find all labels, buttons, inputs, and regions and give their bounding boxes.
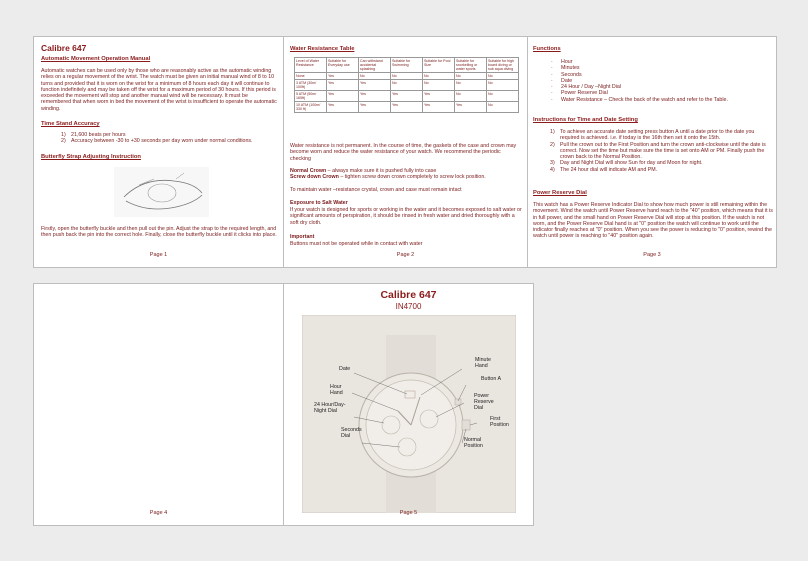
section-heading: Time Stand Accuracy — [41, 121, 100, 127]
paragraph: To maintain water –resistance crystal, crown and case must remain intact — [290, 187, 462, 193]
manual-page-4 — [33, 283, 284, 526]
paragraph: If your watch is designed for sports or working in the water and it becomes exposed to salt water or significant amounts of perspiration, it should be rinsed in fresh water and dried thoroughly with a soft dry cloth. — [290, 207, 522, 226]
section-heading: Instructions for Time and Date Setting — [533, 117, 638, 123]
watch-diagram — [302, 315, 516, 513]
label-minute-hand: Minute Hand — [475, 357, 491, 369]
crown-notes: Normal Crown – always make sure it is pushed fully into case Screw down Crown – tighten screw down crown completely to screw lock position. — [290, 168, 486, 181]
section-heading: Functions — [533, 46, 561, 52]
list-item: 4) The 24 hour dial will indicate AM and PM. — [550, 166, 658, 173]
paragraph: Buttons must not be operated while in contact with water — [290, 241, 423, 247]
page-number: Page 3 — [643, 252, 661, 258]
list-item: 1) 21,600 beats per hours — [61, 132, 126, 138]
list-item: · Seconds — [551, 71, 582, 78]
label-first-position: First Position — [490, 416, 509, 428]
label-normal-position: Normal Position — [464, 437, 483, 449]
page-number: Page 5 — [399, 510, 418, 516]
list-item: · Power Reserve Dial — [551, 90, 608, 97]
list-item: 2) Pull the crown out to the First Position and turn the crown anti-clockwise until the date is correct. Now set the time but make sure the time is set onto AM or PM. Finally push the crown back to the Normal Position. — [550, 141, 766, 161]
list-item: · Date — [551, 77, 573, 84]
label-button-a: Button A — [481, 376, 502, 382]
paragraph: Firstly, open the butterfly buckle and then pull out the pin. Adjust the strap to the required length, and then push back the pin into the correct hole. Finally, close the butterfly buckle until it clicks into place. — [41, 226, 277, 239]
page-number: Page 4 — [149, 510, 168, 516]
table-header-row: Level of Water Resistance Suitable for Everyday use Can withstand accidental splashing Suitable for Swimming Suitable for Pool Size Suitable for snorkelling or water sports Suitable for high board diving or sub aqua diving — [295, 58, 519, 73]
steps-list — [550, 129, 772, 173]
section-heading: Power Reserve Dial — [533, 190, 587, 196]
page-title: Calibre 647 — [41, 43, 87, 53]
list-item: · Water Resistance – Check the back of the watch and refer to the Table. — [551, 96, 728, 103]
table-row: 10 ATM (100m/ 330 ft) Yes Yes Yes Yes Yes No — [295, 102, 519, 113]
accuracy-list — [61, 132, 276, 145]
label-day-night-dial: 24 Hour/Day-Night Dial — [314, 402, 346, 414]
paragraph: This watch has a Power Reserve Indicator Dial to show how much power is still remaining within the movement. Wind the watch until Power Reserve hand reach to the "40" position, which means that it is in full power, and the small hand on Power Reserve Dial will stop at this position. If the watch is not worn, and the Power Reserve Dial hand is at "0" position the watch will continue to work until the indicator finally reaches at "0" position. When you see the power is reducing to "0" position, rewind the watch until power is reaching to "40" position again. — [533, 202, 773, 240]
list-item: 2) Accuracy between -30 to +30 seconds per day worn under normal conditions. — [61, 138, 253, 145]
water-resistance-table — [294, 57, 519, 113]
list-item: · Minutes — [551, 65, 580, 72]
section-heading: Important — [290, 234, 315, 240]
label-date: Date — [339, 366, 351, 372]
functions-list — [551, 59, 773, 103]
list-item: · 24 Hour / Day –Night Dial — [551, 84, 622, 91]
manual-page-1 — [33, 36, 284, 268]
table-row: None Yes No No No No No — [295, 73, 519, 80]
strap-illustration — [114, 167, 209, 217]
paragraph: Water resistance is not permanent. In the course of time, the gaskets of the case and crown may become worn and reduce the water resistance of your watch. We recommend the periodic checking — [290, 143, 517, 162]
model-number: IN4700 — [395, 302, 422, 311]
label-hour-hand: Hour Hand — [330, 384, 343, 396]
manual-page-2 — [283, 36, 528, 268]
label-power-reserve-dial: Power Reserve Dial — [474, 393, 494, 411]
section-heading: Automatic Movement Operation Manual — [41, 56, 151, 62]
manual-page-5 — [283, 283, 534, 526]
paragraph: Automatic watches can be used only by those who are reasonably active as the automatic winding relies on a regular movement of the wrist. The watch must be given an initial manual wind of 8 to 10 turns and provided that it is worn on the wrist for a minimum of 8 hours each day it will continue to function indefinitely and may be taken off the wrist for a maximum period of 30 hours. If this period is exceeded the movement will stop and another manual wind will be necessary. It must be remembered that when worn in bed the movement of the wrist is insufficient to operate the automatic winding. — [41, 68, 277, 112]
page-number: Page 2 — [396, 252, 415, 258]
list-item: 3) Day and Night Dial will show Sun for day and Moon for night. — [550, 160, 703, 167]
section-heading: Exposure to Salt Water — [290, 200, 348, 206]
manual-page-3 — [527, 36, 777, 268]
label-seconds-dial: Seconds Dial — [341, 427, 362, 439]
section-heading: Water Resistance Table — [290, 46, 355, 52]
section-heading: Butterfly Strap Adjusting Instruction — [41, 154, 141, 160]
page-number: Page 1 — [149, 252, 168, 258]
list-item: 1) To achieve an accurate date setting press button A until a date prior to the date you required is achieved. i.e. if today is the 16th then set it onto the 15th. — [550, 129, 755, 142]
list-item: · Hour — [551, 59, 573, 65]
table-row: 3 ATM (30m/ 100ft) Yes Yes No No No No — [295, 80, 519, 91]
table-row: 5 ATM (50m/ 165ft) Yes Yes Yes Yes No No — [295, 91, 519, 102]
page-title: Calibre 647 — [380, 289, 437, 301]
